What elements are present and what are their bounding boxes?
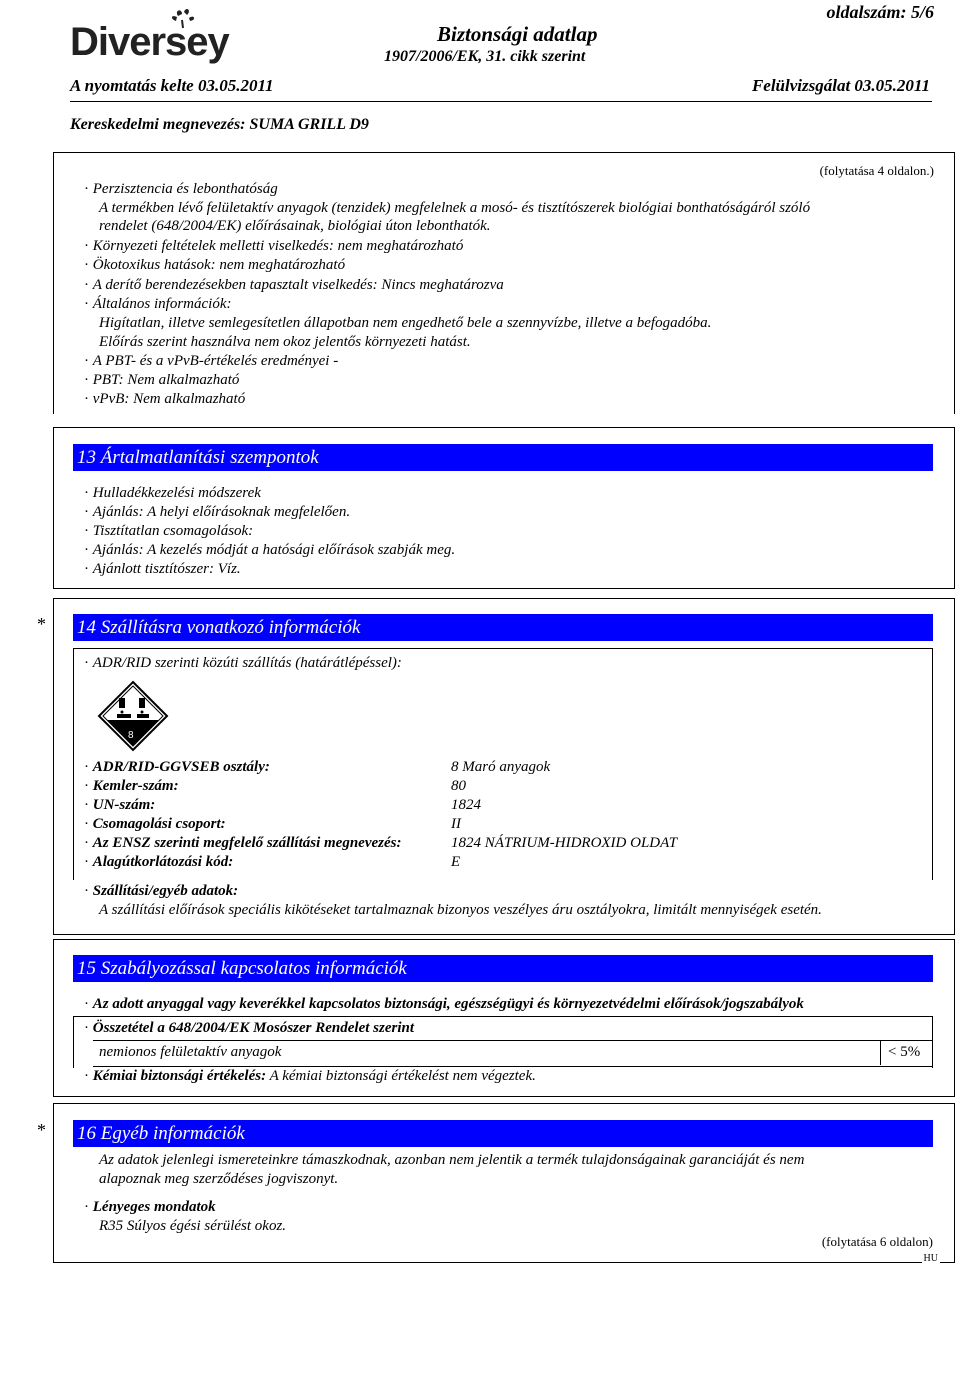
adr-value: 8 Maró anyagok bbox=[451, 759, 551, 775]
regulation-label: · Az adott anyaggal vagy keverékkel kapcsolatos biztonsági, egészségügyi és környezetvédelmi előírások/jogszabályok bbox=[84, 996, 804, 1012]
language-code: HU bbox=[923, 1253, 938, 1264]
adr-value: 80 bbox=[451, 778, 466, 794]
continued-from: (folytatása 4 oldalon.) bbox=[819, 163, 934, 178]
adr-row: · Az ENSZ szerinti megfelelő szállítási megnevezés: bbox=[84, 835, 402, 851]
other-info-text-2: alapoznak meg szerződéses jogviszonyt. bbox=[99, 1171, 339, 1187]
env-behaviour: · Környezeti feltételek melletti viselkedés: nem meghatározható bbox=[84, 238, 464, 254]
composition-divider bbox=[880, 1040, 881, 1065]
general-info-text-1: Higítatlan, illetve semlegesítetlen állapotban nem engedhető bele a szennyvízbe, illetve a befogadóba. bbox=[99, 315, 712, 331]
ecotox: · Ökotoxikus hatások: nem meghatározható bbox=[84, 257, 346, 273]
general-info-text-2: Előírás szerint használva nem okoz jelentős környezeti hatást. bbox=[99, 334, 471, 350]
r-phrases-label: · Lényeges mondatok bbox=[84, 1199, 216, 1215]
diversey-logo bbox=[70, 8, 229, 66]
persistence-text-1: A termékben lévő felületaktív anyagok (tenzidek) megfelelnek a mosó- és tisztítószerek biológiai bonthatóságáról szóló bbox=[99, 200, 811, 216]
adr-row: · Csomagolási csoport: bbox=[84, 816, 226, 832]
chemical-safety: · Kémiai biztonsági értékelés: A kémiai biztonsági értékelést nem végeztek. bbox=[84, 1068, 536, 1084]
section-16-heading: 16 Egyéb információk bbox=[73, 1120, 933, 1147]
pbt-header: · A PBT- és a vPvB-értékelés eredményei - bbox=[84, 353, 339, 369]
pbt-row: · PBT: Nem alkalmazható bbox=[84, 372, 240, 388]
adr-row: · ADR/RID-GGVSEB osztály: bbox=[84, 759, 270, 775]
adr-value: 1824 bbox=[451, 797, 481, 813]
logo-text: Diversey bbox=[70, 20, 229, 64]
adr-row: · Alagútkorlátozási kód: bbox=[84, 854, 234, 870]
footer-rule bbox=[53, 1262, 955, 1263]
section-16-change-mark: * bbox=[37, 1120, 46, 1140]
sludge-behaviour: · A derítő berendezésekben tapasztalt viselkedés: Nincs meghatározva bbox=[84, 277, 504, 293]
recommendation-2: · Ajánlás: A kezelés módját a hatósági előírások szabják meg. bbox=[84, 542, 456, 558]
composition-value: < 5% bbox=[888, 1044, 921, 1060]
adr-heading: · ADR/RID szerinti közúti szállítás (határátlépéssel): bbox=[84, 655, 402, 671]
continued-to: (folytatása 6 oldalon) bbox=[821, 1234, 933, 1249]
page-number: oldalszám: 5/6 bbox=[826, 2, 934, 22]
other-info-text-1: Az adatok jelenlegi ismereteinkre támaszkodnak, azonban nem jelentik a termék tulajdonságainak garanciáját és nem bbox=[99, 1152, 805, 1168]
persistence-label: · Perzisztencia és lebonthatóság bbox=[84, 181, 278, 197]
cleaning-agent: · Ajánlott tisztítószer: Víz. bbox=[84, 561, 241, 577]
composition-item: nemionos felületaktív anyagok bbox=[99, 1044, 282, 1060]
document-title: Biztonsági adatlap bbox=[437, 22, 598, 46]
adr-value: 1824 NÁTRIUM-HIDROXID OLDAT bbox=[451, 835, 678, 851]
transport-other-text: A szállítási előírások speciális kikötéseket tartalmaznak bizonyos veszélyes áru osztályokra, limitált mennyiségek esetén. bbox=[99, 902, 822, 918]
general-info-label: · Általános információk: bbox=[84, 296, 232, 312]
persistence-text-2: rendelet (648/2004/EK) előírásainak, biológiai úton lebonthatók. bbox=[99, 218, 491, 234]
section-14-heading: 14 Szállításra vonatkozó információk bbox=[73, 614, 933, 641]
trade-name: Kereskedelmi megnevezés: SUMA GRILL D9 bbox=[70, 116, 369, 133]
section-14-change-mark: * bbox=[37, 614, 46, 634]
r-phrase: R35 Súlyos égési sérülést okoz. bbox=[99, 1218, 287, 1234]
recommendation-1: · Ajánlás: A helyi előírásoknak megfelelően. bbox=[84, 504, 351, 520]
waste-methods: · Hulladékkezelési módszerek bbox=[84, 485, 261, 501]
adr-value: II bbox=[451, 816, 461, 832]
composition-label: · Összetétel a 648/2004/EK Mosószer Rendelet szerint bbox=[84, 1020, 415, 1036]
adr-row: · Kemler-szám: bbox=[84, 778, 179, 794]
transport-other-label: · Szállítási/egyéb adatok: bbox=[84, 883, 239, 899]
section-15-heading: 15 Szabályozással kapcsolatos információk bbox=[73, 955, 933, 982]
print-date: A nyomtatás kelte 03.05.2011 bbox=[70, 76, 274, 95]
adr-value: E bbox=[451, 854, 461, 870]
document-regulation: 1907/2006/EK, 31. cikk szerint bbox=[384, 48, 586, 65]
uncleaned-packaging: · Tisztítatlan csomagolások: bbox=[84, 523, 254, 539]
vpvb-row: · vPvB: Nem alkalmazható bbox=[84, 391, 246, 407]
adr-row: · UN-szám: bbox=[84, 797, 156, 813]
section-13-heading: 13 Ártalmatlanítási szempontok bbox=[73, 444, 933, 471]
hazard-class-number: 8 bbox=[128, 730, 134, 741]
review-date: Felülvizsgálat 03.05.2011 bbox=[751, 76, 930, 95]
corrosive-hazard-icon bbox=[97, 680, 169, 752]
header-rule bbox=[70, 101, 932, 102]
